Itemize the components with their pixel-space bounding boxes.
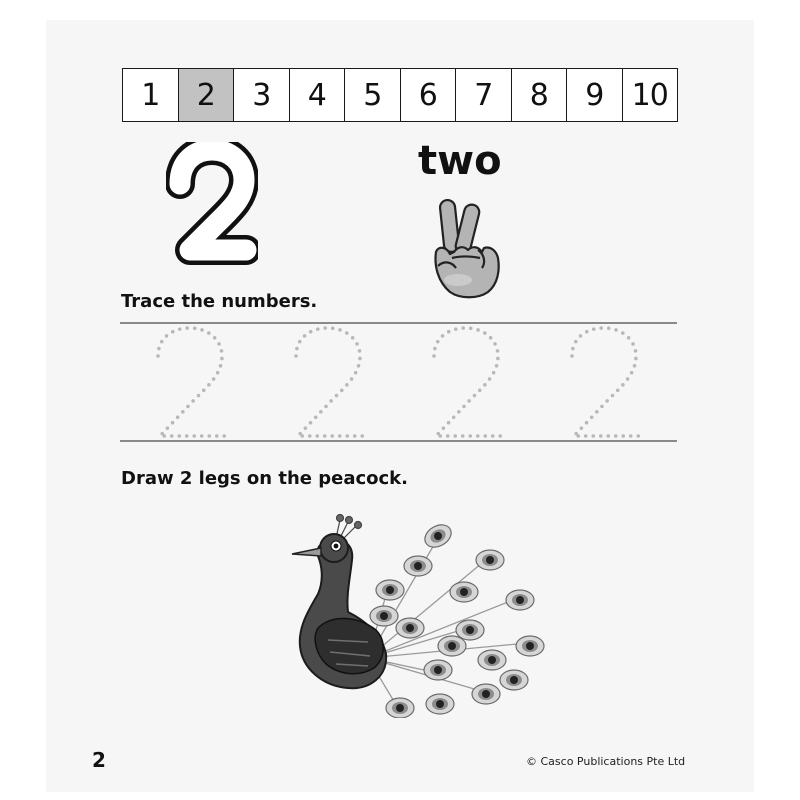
number-cell-8: 8 xyxy=(512,69,568,121)
dotted-numeral-two[interactable] xyxy=(158,328,226,436)
number-cell-3: 3 xyxy=(234,69,290,121)
number-cell-1: 1 xyxy=(123,69,179,121)
dotted-numeral-two[interactable] xyxy=(572,328,640,436)
number-cell-10: 10 xyxy=(631,77,668,113)
number-cell-6: 6 xyxy=(401,69,457,121)
number-cell-5: 5 xyxy=(345,69,401,121)
number-cell-2-highlighted: 2 xyxy=(179,69,235,121)
dotted-path xyxy=(158,328,226,436)
draw-heading: Draw 2 legs on the peacock. xyxy=(121,468,408,489)
dotted-path xyxy=(434,328,502,436)
victory-hand-icon xyxy=(430,196,506,300)
outlined-numeral-two xyxy=(166,142,258,272)
page-number: 2 xyxy=(92,748,106,772)
number-cell-9: 9 xyxy=(567,69,623,121)
dotted-numeral-two[interactable] xyxy=(434,328,502,436)
dotted-path xyxy=(296,328,364,436)
copyright-notice: © Casco Publications Pte Ltd xyxy=(526,755,686,768)
number-word: two xyxy=(418,138,502,184)
trace-heading: Trace the numbers. xyxy=(121,291,318,312)
dotted-path xyxy=(572,328,640,436)
number-cell-7: 7 xyxy=(456,69,512,121)
dotted-numeral-two[interactable] xyxy=(296,328,364,436)
number-cell-4: 4 xyxy=(290,69,346,121)
tracing-area[interactable] xyxy=(120,320,680,446)
number-strip xyxy=(122,68,678,122)
peacock-icon[interactable] xyxy=(288,508,550,718)
